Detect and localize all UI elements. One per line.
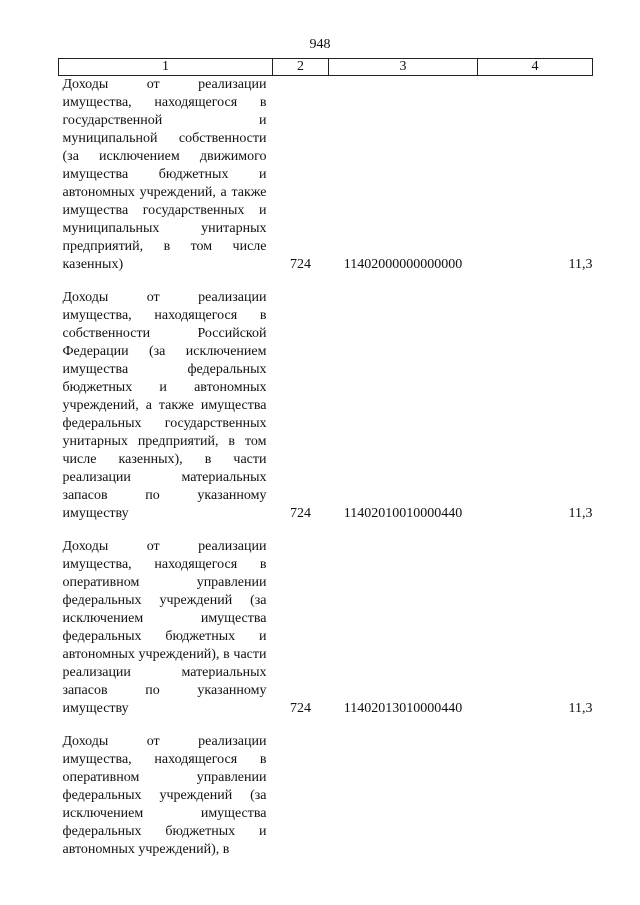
amount: 11,3 [568,257,593,272]
admin-code [273,733,329,859]
budget-classification-code [329,733,478,859]
table-row [59,76,593,275]
amount [478,733,593,859]
revenue-name-cell [59,538,273,718]
table-row [59,538,593,718]
page-number: 948 [309,37,331,52]
table-row [59,733,593,859]
table-row [59,289,593,523]
revenue-name: Доходы от реализации имущества, находящегося в собственности Российской Федерации (за исключением имущества федеральных бюджетных и автономных учреждений, а также имущества федеральных государственных унитарных предприятий, в том числе казенных), в части реализации материальных запасов по указанному имуществу [62,290,267,521]
header-row [59,59,593,76]
revenue-name: Доходы от реализации имущества, находящегося в оперативном управлении федеральных учреждений (за исключением имущества федеральных бюджетных и автономных учреждений), в части реализации материальных запасов по указанному имуществу [62,539,267,716]
column-header-4: 4 [478,59,593,76]
budget-classification-code: 11402010010000440 [343,506,463,521]
revenue-name: Доходы от реализации имущества, находящегося в государственной и муниципальной собственности (за исключением движимого имущества бюджетных и автономных учреждений, а также имущества государственных и муниципальных унитарных предприятий, в том числе казенных) [62,77,267,272]
amount: 11,3 [568,701,593,716]
revenue-name-cell [59,76,273,275]
row-spacer [59,523,593,538]
column-header-2: 2 [273,59,329,76]
admin-code: 724 [290,701,311,716]
admin-code: 724 [290,506,311,521]
budget-classification-code: 11402013010000440 [343,701,463,716]
budget-classification-code: 11402000000000000 [343,257,463,272]
admin-code: 724 [290,257,311,272]
column-header-1: 1 [59,59,273,76]
row-spacer [59,718,593,733]
row-spacer [59,274,593,289]
revenue-name: Доходы от реализации имущества, находящегося в оперативном управлении федеральных учреждений (за исключением имущества федеральных бюджетных и автономных учреждений), в [62,734,267,857]
table-body [59,76,593,860]
revenue-name-cell [59,733,273,859]
table-header [59,59,593,76]
revenue-name-cell [59,289,273,523]
revenue-table [58,58,593,859]
column-header-3: 3 [329,59,478,76]
amount: 11,3 [568,506,593,521]
